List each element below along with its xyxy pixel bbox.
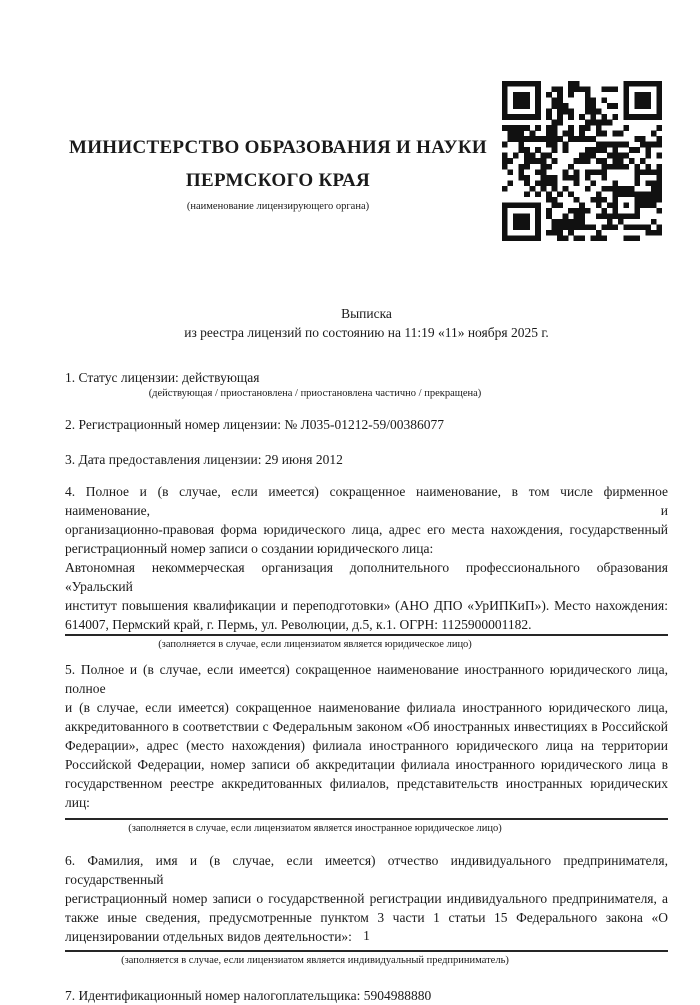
qr-code-image	[502, 81, 662, 241]
ministry-header	[58, 131, 498, 213]
item-1-license-status: 1. Статус лицензии: действующая	[65, 370, 260, 385]
text-line: 5. Полное и (в случае, если имеется) сокращенное наименование иностранного юридического лица, полное	[65, 662, 668, 696]
legal-entity-note: (заполняется в случае, если лицензиатом является юридическое лицо)	[158, 639, 472, 650]
page-number: 1	[363, 928, 370, 943]
document-title-line2: из реестра лицензий по состоянию на 11:19 «11» ноября 2025 г.	[184, 325, 549, 340]
item-3-grant-date: 3. Дата предоставления лицензии: 29 июня 2012	[65, 452, 343, 467]
status-options-note: (действующая / приостановлена / приостановлена частично / прекращена)	[148, 388, 482, 399]
foreign-entity-note: (заполняется в случае, если лицензиатом является иностранное юридическое лицо)	[128, 823, 502, 834]
entrepreneur-note: (заполняется в случае, если лицензиатом является индивидуальный предприниматель)	[121, 955, 509, 966]
text-line: Автономная некоммерческая организация дополнительного профессионального образования «Уральский	[65, 560, 668, 594]
document-body	[65, 368, 668, 1005]
text-line: 4. Полное и (в случае, если имеется) сокращенное наименование, в том числе фирменное наименование, и	[65, 484, 668, 518]
text-line: 6. Фамилия, имя и (в случае, если имеется) отчество индивидуального предпринимателя, государственный	[65, 853, 668, 887]
text-line: государственном реестре аккредитованных филиалов, представительств иностранных юридических лиц:	[65, 776, 668, 810]
text-line: организационно-правовая форма юридического лица, адрес его места нахождения, государственный	[65, 522, 668, 537]
text-line: лицензировании отдельных видов деятельности»:	[65, 929, 352, 944]
text-line: институт повышения квалификации и переподготовки» (АНО ДПО «УрИПКиП»). Место нахождения:	[65, 598, 668, 613]
text-line: Федерации», адрес (место нахождения) филиала иностранного юридического лица на территории	[65, 738, 668, 753]
text-line: аккредитованного в соответствии с Федеральным законом «Об иностранных инвестициях в Российской	[65, 719, 668, 734]
legal-entity-fill-line	[65, 634, 668, 652]
entrepreneur-fill-line	[65, 950, 668, 968]
licensing-org-note: (наименование лицензирующего органа)	[186, 201, 370, 212]
qr-code-icon	[502, 81, 662, 241]
document-title-line1: Выписка	[341, 306, 392, 321]
text-line: 614007, Пермский край, г. Пермь, ул. Революции, д.5, к.1. ОГРН: 1125900001182.	[65, 617, 532, 632]
text-line: Российской Федерации, номер записи об аккредитации филиала иностранного юридического лица в	[65, 757, 668, 772]
foreign-entity-fill-line	[65, 818, 668, 836]
text-line: регистрационный номер записи о государственной регистрации индивидуального предпринимателя, а	[65, 891, 668, 906]
item-4-legal-entity	[65, 482, 668, 634]
item-2-registration-number: 2. Регистрационный номер лицензии: № Л035-01212-59/00386077	[65, 417, 445, 432]
ministry-name-line1: МИНИСТЕРСТВО ОБРАЗОВАНИЯ И НАУКИ	[68, 137, 488, 158]
ministry-name-line2: ПЕРМСКОГО КРАЯ	[185, 170, 371, 191]
item-5-foreign-entity	[65, 660, 668, 812]
text-line: регистрационный номер записи о создании юридического лица:	[65, 541, 434, 556]
text-line: и (в случае, если имеется) сокращенное наименование филиала иностранного юридического лица,	[65, 700, 668, 715]
item-7-taxpayer-number: 7. Идентификационный номер налогоплательщика: 5904988880	[65, 988, 432, 1003]
document-title	[65, 304, 668, 342]
text-line: также иные сведения, предусмотренные пунктом 3 части 1 статьи 15 Федерального закона «О	[65, 910, 668, 925]
